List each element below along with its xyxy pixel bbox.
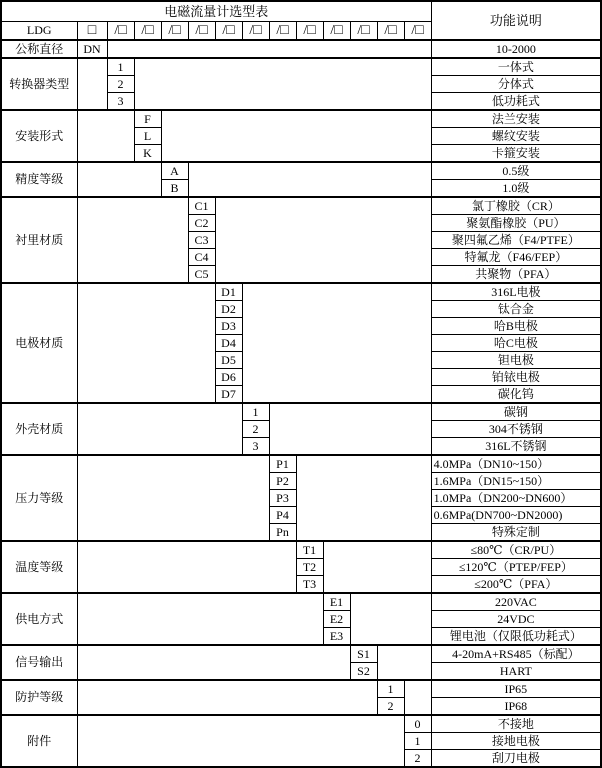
code-cell: D1 (215, 283, 242, 301)
code-slot: /□ (134, 22, 161, 41)
category-label: 附件 (1, 715, 77, 767)
desc-cell: 碳钢 (431, 403, 601, 421)
category-label: 电极材质 (1, 283, 77, 403)
spacer-cell (77, 162, 161, 197)
code-cell: C4 (188, 249, 215, 266)
spacer-cell (323, 541, 431, 593)
code-slot: /□ (377, 22, 404, 41)
code-cell: D4 (215, 335, 242, 352)
spacer-cell (77, 110, 134, 162)
desc-cell: 特殊定制 (431, 524, 601, 542)
desc-cell: 铂铱电极 (431, 369, 601, 386)
desc-cell: 螺纹安装 (431, 128, 601, 145)
code-cell: T1 (296, 541, 323, 559)
code-cell: 3 (242, 438, 269, 456)
desc-cell: 法兰安装 (431, 110, 601, 128)
function-header: 功能说明 (431, 1, 601, 40)
spacer-cell (296, 455, 431, 541)
code-slot: /□ (107, 22, 134, 41)
code-cell: C3 (188, 232, 215, 249)
spacer-cell (404, 680, 431, 715)
spacer-cell (107, 40, 431, 58)
desc-cell: 卡箍安装 (431, 145, 601, 163)
spacer-cell (377, 645, 431, 680)
code-cell: C1 (188, 197, 215, 215)
category-label: 信号输出 (1, 645, 77, 680)
code-cell: T3 (296, 576, 323, 594)
code-cell: 2 (404, 750, 431, 768)
code-cell: 2 (242, 421, 269, 438)
desc-cell: 锂电池（仅限低功耗式） (431, 628, 601, 646)
desc-cell: 哈C电极 (431, 335, 601, 352)
code-cell: C5 (188, 266, 215, 284)
spacer-cell (134, 58, 431, 110)
code-cell: S1 (350, 645, 377, 663)
desc-cell: 刮刀电极 (431, 750, 601, 768)
category-label: 安装形式 (1, 110, 77, 162)
spacer-cell (269, 403, 431, 455)
code-cell: E2 (323, 611, 350, 628)
desc-cell: HART (431, 663, 601, 681)
category-label: 供电方式 (1, 593, 77, 645)
spacer-cell (77, 541, 296, 593)
desc-cell: 钽电极 (431, 352, 601, 369)
code-cell: B (161, 180, 188, 198)
category-label: 转换器类型 (1, 58, 77, 110)
desc-cell: 聚氨酯橡胶（PU） (431, 215, 601, 232)
code-cell: D6 (215, 369, 242, 386)
desc-cell: 共聚物（PFA） (431, 266, 601, 284)
code-slot: /□ (161, 22, 188, 41)
desc-cell: 分体式 (431, 76, 601, 93)
desc-cell: 24VDC (431, 611, 601, 628)
code-cell: D5 (215, 352, 242, 369)
spacer-cell (242, 283, 431, 403)
category-label: 温度等级 (1, 541, 77, 593)
category-label: 精度等级 (1, 162, 77, 197)
desc-cell: 不接地 (431, 715, 601, 733)
category-label: 外壳材质 (1, 403, 77, 455)
code-cell: 3 (107, 93, 134, 111)
desc-cell: 碳化钨 (431, 386, 601, 404)
code-slot: /□ (296, 22, 323, 41)
code-cell: K (134, 145, 161, 163)
spacer-cell (161, 110, 431, 162)
code-cell: 1 (242, 403, 269, 421)
desc-cell: 0.6MPa(DN700~DN2000) (431, 507, 601, 524)
spacer-cell (77, 283, 215, 403)
code-cell: T2 (296, 559, 323, 576)
code-cell: D7 (215, 386, 242, 404)
category-label: 防护等级 (1, 680, 77, 715)
desc-cell: ≤80℃（CR/PU） (431, 541, 601, 559)
code-slot: /□ (215, 22, 242, 41)
category-label: 公称直径 (1, 40, 77, 58)
code-cell: L (134, 128, 161, 145)
code-cell: P2 (269, 473, 296, 490)
model-code: LDG (1, 22, 77, 41)
code-slot: /□ (269, 22, 296, 41)
desc-cell: 钛合金 (431, 301, 601, 318)
spacer-cell (215, 197, 431, 283)
desc-cell: IP68 (431, 698, 601, 716)
code-cell: D3 (215, 318, 242, 335)
desc-cell: 316L电极 (431, 283, 601, 301)
code-cell: A (161, 162, 188, 180)
code-cell: P4 (269, 507, 296, 524)
spacer-cell (350, 593, 431, 645)
code-cell: 1 (107, 58, 134, 76)
code-slot: /□ (404, 22, 431, 41)
category-label: 衬里材质 (1, 197, 77, 283)
desc-cell: 1.0MPa（DN200~DN600） (431, 490, 601, 507)
code-cell: 2 (377, 698, 404, 716)
desc-cell: IP65 (431, 680, 601, 698)
desc-cell: 304不锈钢 (431, 421, 601, 438)
spacer-cell (188, 162, 431, 197)
desc-cell: 一体式 (431, 58, 601, 76)
code-cell: C2 (188, 215, 215, 232)
spacer-cell (77, 680, 377, 715)
code-cell: E3 (323, 628, 350, 646)
desc-cell: 220VAC (431, 593, 601, 611)
spacer-cell (77, 455, 269, 541)
code-cell: 1 (404, 733, 431, 750)
desc-cell: 4.0MPa（DN10~150） (431, 455, 601, 473)
desc-cell: ≤120℃（PTEP/FEP） (431, 559, 601, 576)
spacer-cell (77, 58, 107, 110)
desc-cell: 氯丁橡胶（CR） (431, 197, 601, 215)
code-slot: /□ (188, 22, 215, 41)
code-slot: /□ (323, 22, 350, 41)
code-cell: S2 (350, 663, 377, 681)
desc-cell: ≤200℃（PFA） (431, 576, 601, 594)
page-title: 电磁流量计选型表 (1, 1, 431, 22)
spacer-cell (77, 715, 404, 767)
desc-cell: 接地电极 (431, 733, 601, 750)
category-label: 压力等级 (1, 455, 77, 541)
code-cell: P1 (269, 455, 296, 473)
desc-cell: 1.6MPa（DN15~150） (431, 473, 601, 490)
code-cell: 1 (377, 680, 404, 698)
code-cell: 0 (404, 715, 431, 733)
spacer-cell (77, 197, 188, 283)
code-slot: /□ (350, 22, 377, 41)
code-cell: DN (77, 40, 107, 58)
desc-cell: 哈B电极 (431, 318, 601, 335)
code-cell: 2 (107, 76, 134, 93)
desc-cell: 4-20mA+RS485（标配） (431, 645, 601, 663)
desc-cell: 特氟龙（F46/FEP） (431, 249, 601, 266)
code-slot: /□ (242, 22, 269, 41)
code-cell: E1 (323, 593, 350, 611)
desc-cell: 316L不锈钢 (431, 438, 601, 456)
desc-cell: 0.5级 (431, 162, 601, 180)
desc-cell: 低功耗式 (431, 93, 601, 111)
code-cell: F (134, 110, 161, 128)
desc-cell: 10-2000 (431, 40, 601, 58)
desc-cell: 聚四氟乙烯（F4/PTFE） (431, 232, 601, 249)
spacer-cell (77, 403, 242, 455)
code-cell: D2 (215, 301, 242, 318)
spacer-cell (77, 593, 323, 645)
code-box: □ (77, 22, 107, 41)
code-cell: P3 (269, 490, 296, 507)
desc-cell: 1.0级 (431, 180, 601, 198)
spacer-cell (77, 645, 350, 680)
code-cell: Pn (269, 524, 296, 542)
